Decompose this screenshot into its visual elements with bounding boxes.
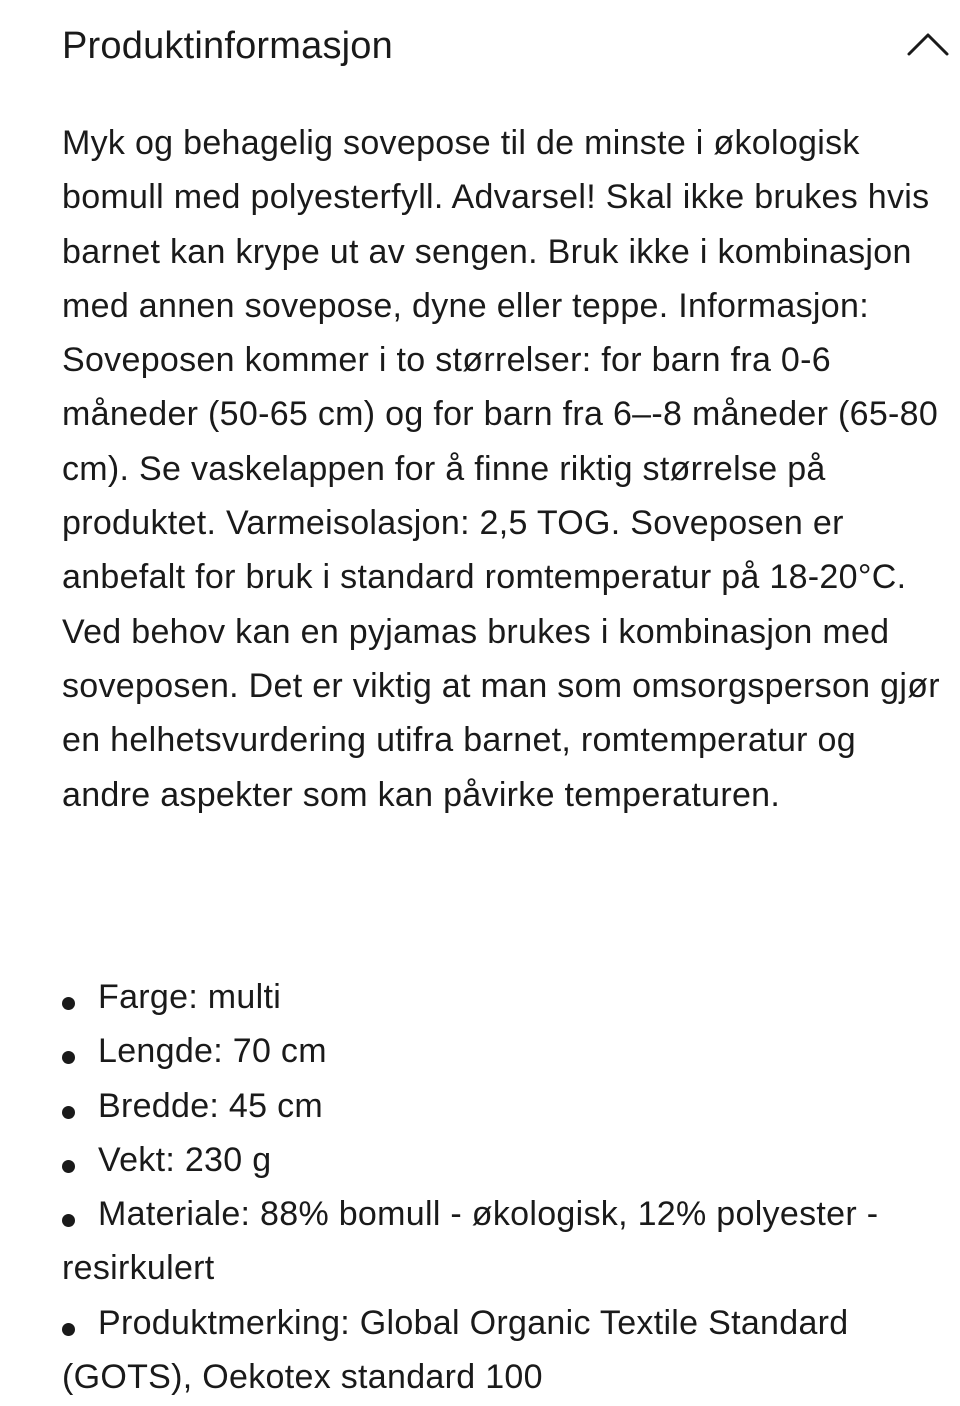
spec-text: Vekt: 230 g bbox=[98, 1140, 272, 1179]
spec-text: Materiale: 88% bomull - økologisk, 12% polyester - resirkulert bbox=[62, 1195, 879, 1288]
spec-item bbox=[62, 1079, 952, 1133]
product-description: Myk og behagelig sovepose til de minste i økologisk bomull med polyesterfyll. Advarsel! Skal ikke brukes hvis barnet kan krype ut av sengen. Bruk ikke i kombinasjon med annen sovepose, dyne eller teppe. Informasjon: Soveposen kommer i to størrelser: for barn fra 0-6 måneder (50-65 cm) og for barn fra 6–-8 måneder (65-80 cm). Se vaskelappen for å finne riktig størrelse på produktet. Varmeisolasjon: 2,5 TOG. Soveposen er anbefalt for bruk i standard romtemperatur på 18-20°C. Ved behov kan en pyjamas brukes i kombinasjon med soveposen. Det er viktig at man som omsorgsperson gjør en helhetsvurdering utifra barnet, romtemperatur og andre aspekter som kan påvirke temperaturen. bbox=[62, 124, 940, 814]
spec-item bbox=[62, 1187, 952, 1296]
spec-text: Bredde: 45 cm bbox=[98, 1086, 324, 1125]
spec-item bbox=[62, 1296, 952, 1405]
spec-item bbox=[62, 970, 952, 1024]
product-specs-list bbox=[62, 970, 952, 1404]
spec-item bbox=[62, 1133, 952, 1187]
accordion-title: Produktinformasjon bbox=[62, 25, 393, 67]
product-info-accordion-header[interactable] bbox=[0, 0, 960, 92]
chevron-up-icon[interactable] bbox=[906, 30, 950, 58]
spec-text: Lengde: 70 cm bbox=[98, 1032, 327, 1071]
spec-item bbox=[62, 1024, 952, 1078]
spec-text: Produktmerking: Global Organic Textile Standard (GOTS), Oekotex standard 100 bbox=[62, 1303, 849, 1397]
spec-text: Farge: multi bbox=[98, 978, 282, 1016]
